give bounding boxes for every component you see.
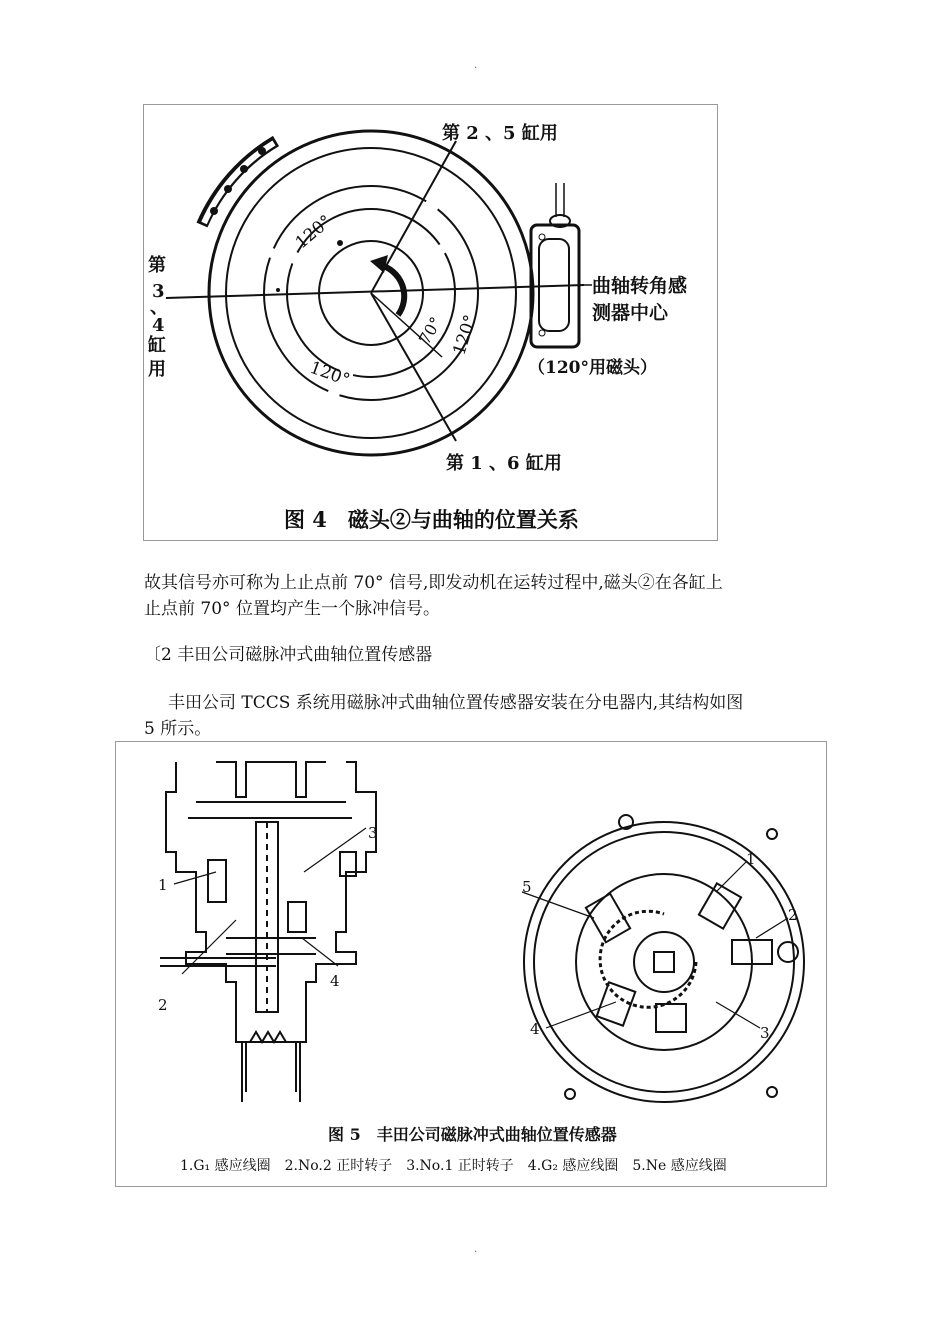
svg-text:3: 3 xyxy=(152,281,165,302)
svg-text:用: 用 xyxy=(148,359,166,380)
callout-left-2: 2 xyxy=(158,996,168,1014)
label-sensor-center-2: 测器中心 xyxy=(592,302,669,324)
line-cyl-16 xyxy=(371,293,456,441)
figure-4-diagram xyxy=(144,105,719,542)
callout-right-1: 1 xyxy=(746,850,756,868)
distributor-top-view xyxy=(524,815,804,1102)
angle-label-70: 70° xyxy=(414,313,446,348)
distributor-cross-section xyxy=(160,762,376,1102)
angle-label-top: 120° xyxy=(291,211,336,254)
paragraph-2-line-1: 丰田公司 TCCS 系统用磁脉冲式曲轴位置传感器安装在分电器内,其结构如图 xyxy=(168,693,744,713)
figure-4-caption: 图 4 磁头②与曲轴的位置关系 xyxy=(284,507,579,532)
figure-5 xyxy=(115,741,827,1187)
svg-text:第: 第 xyxy=(148,255,166,276)
svg-text:4: 4 xyxy=(152,315,165,336)
figure-5-diagram xyxy=(116,742,828,1188)
figure-5-legend: 1.G₁ 感应线圈 2.No.2 正时转子 3.No.1 正时转子 4.G₂ 感应线圈 5.Ne 感应线圈 xyxy=(180,1158,727,1174)
paragraph-1-line-2: 止点前 70° 位置均产生一个脉冲信号。 xyxy=(144,599,440,619)
label-cyl-34 xyxy=(148,254,168,380)
label-magnet-head: （120°用磁头） xyxy=(528,358,657,378)
callout-left-4: 4 xyxy=(330,972,340,990)
callout-left-3: 3 xyxy=(368,824,378,842)
section-heading: 〔2 丰田公司磁脉冲式曲轴位置传感器 xyxy=(144,645,433,665)
page-mark-top: . xyxy=(474,60,478,71)
svg-text:、: 、 xyxy=(150,297,168,318)
paragraph-2-line-2: 5 所示。 xyxy=(144,719,212,739)
label-cyl-25: 第 2 、5 缸用 xyxy=(442,123,558,144)
callout-right-4: 4 xyxy=(530,1020,540,1038)
label-sensor-center-1: 曲轴转角感 xyxy=(592,275,688,297)
page-mark-bottom: . xyxy=(474,1244,478,1255)
callout-right-5: 5 xyxy=(522,878,532,896)
label-cyl-16: 第 1 、6 缸用 xyxy=(446,453,562,474)
callout-right-3: 3 xyxy=(760,1024,770,1042)
angle-label-bottom: 120° xyxy=(307,357,353,391)
paragraph-1-line-1: 故其信号亦可称为上止点前 70° 信号,即发动机在运转过程中,磁头②在各缸上 xyxy=(144,573,723,593)
angle-label-right: 120° xyxy=(449,312,482,358)
callout-right-2: 2 xyxy=(788,906,798,924)
svg-text:缸: 缸 xyxy=(148,335,166,356)
figure-5-caption: 图 5 丰田公司磁脉冲式曲轴位置传感器 xyxy=(328,1125,617,1144)
callout-left-1: 1 xyxy=(158,876,168,894)
magnetic-head-sensor xyxy=(531,183,579,347)
figure-4 xyxy=(143,104,718,541)
